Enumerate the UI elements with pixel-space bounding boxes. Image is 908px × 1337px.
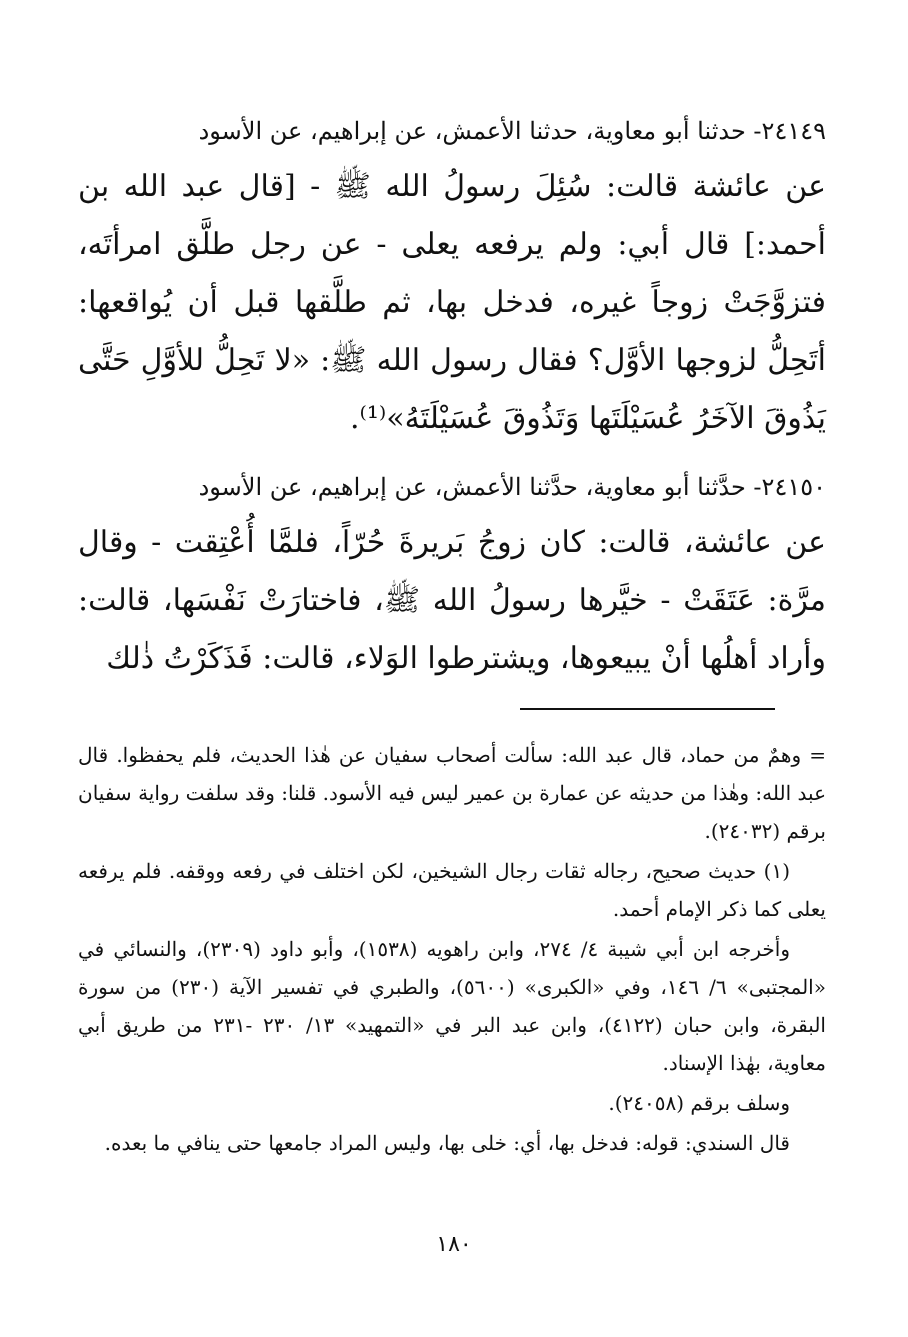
main-text — [78, 104, 826, 688]
hadith-24150-body: عن عائشة، قالت: كان زوجُ بَريرةَ حُرّاً، فلمَّا أُعْتِقت - وقال مرَّة: عَتَقَتْ - خيَّرها رسولُ الله ﷺ، فاختارَتْ نَفْسَها، قالت: وأراد أهلُها أنْ يبيعوها، ويشترطوا الوَلاء، قالت: فَذَكَرْتُ ذٰلك — [78, 525, 826, 676]
hadith-24150-header: ٢٤١٥٠- حدَّثنا أبو معاوية، حدَّثنا الأعمش، عن إبراهيم، عن الأسود — [198, 473, 826, 501]
hadith-24149-body: عن عائشة قالت: سُئِلَ رسولُ الله ﷺ - [قال عبد الله بن أحمد:] قال أبي: ولم يرفعه يعلى - عن رجل طلَّق امرأتَه، فتزوَّجَتْ زوجاً غيره، فدخل بها، ثم طلَّقها قبل أن يُواقعها: أتَحِلُّ لزوجها الأوَّل؟ فقال رسول الله ﷺ: «لا تَحِلُّ للأوَّلِ حَتَّى يَذُوقَ الآخَرُ عُسَيْلَتَها وَتَذُوقَ عُسَيْلَتَهُ»⁽¹⁾. — [78, 169, 826, 436]
footnote-1: (١) حديث صحيح، رجاله ثقات رجال الشيخين، لكن اختلف في رفعه ووقفه. فلم يرفعه يعلى كما ذكر الإمام أحمد. — [78, 859, 826, 921]
page-number: ١٨٠ — [436, 1232, 472, 1257]
footnote-separator — [520, 708, 775, 710]
footnote-salaf: وسلف برقم (٢٤٠٥٨). — [608, 1091, 790, 1115]
footnote-takhrij: وأخرجه ابن أبي شيبة ٤/ ٢٧٤، وابن راهويه (١٥٣٨)، وأبو داود (٢٣٠٩)، والنسائي في «المجتبى» ٦/ ١٤٦، وفي «الكبرى» (٥٦٠٠)، والطبري في تفسير الآية (٢٣٠) من سورة البقرة، وابن حبان (٤١٢٢)، وابن عبد البر في «التمهيد» ١٣/ ٢٣٠ -٢٣١ من طريق أبي معاوية، بهٰذا الإسناد. — [78, 937, 826, 1075]
footnotes — [78, 736, 826, 1164]
footnote-sindi: قال السندي: قوله: فدخل بها، أي: خلى بها، وليس المراد جامعها حتى ينافي ما بعده. — [104, 1131, 790, 1155]
footnote-continued: = وهمٌ من حماد، قال عبد الله: سألت أصحاب سفيان عن هٰذا الحديث، فلم يحفظوا. قال عبد الله: وهٰذا من حديثه عن عمارة بن عمير ليس فيه الأسود. قلنا: وقد سلفت رواية سفيان برقم (٢٤٠٣٢). — [78, 743, 826, 843]
hadith-24149-header: ٢٤١٤٩- حدثنا أبو معاوية، حدثنا الأعمش، عن إبراهيم، عن الأسود — [198, 117, 826, 145]
